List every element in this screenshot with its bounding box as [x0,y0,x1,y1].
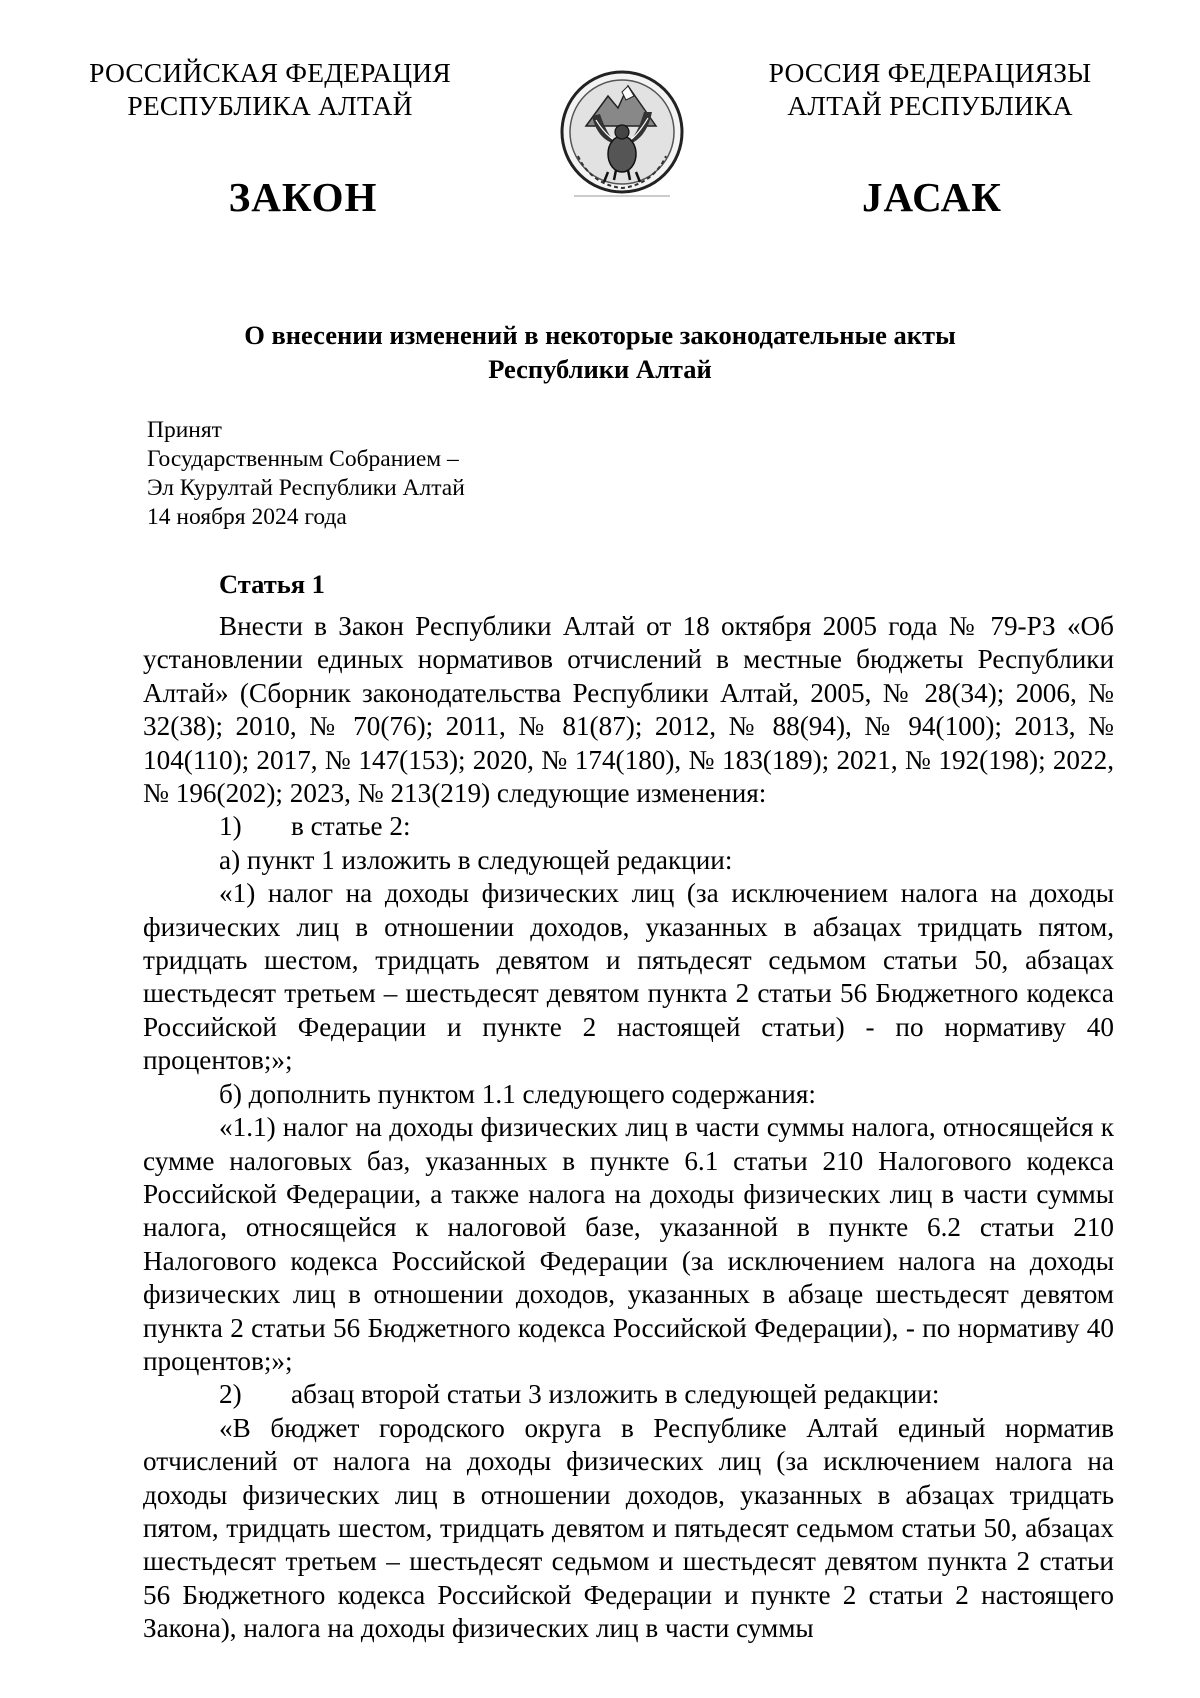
header-left-russian [60,56,480,122]
item-1b-text: «1.1) налог на доходы физических лиц в части суммы налога, относящейся к сумме налоговых баз, указанных в пункте 6.1 статьи 210 Налогового кодекса Российской Федерации, а также налога на доходы физических лиц в части суммы налога, относящейся к налоговой базе, указанной в пункте 6.2 статьи 210 Налогового кодекса Российской Федерации (за исключением налога на доходы физических лиц в отношении доходов, указанных в абзаце шестьдесят девятом пункта 2 статьи 56 Бюджетного кодекса Российской Федерации), - по нормативу 40 процентов;»; [143,1112,1114,1376]
adoption-block [147,416,465,532]
law-title-altai: JАСАК [862,174,1002,220]
document-title-line-2: Республики Алтай [488,354,712,384]
document-title [150,318,1050,386]
item-1a-heading: а) пункт 1 изложить в следующей редакции: [219,844,733,875]
header-left-line-1: РОССИЙСКАЯ ФЕДЕРАЦИЯ [89,57,451,88]
item-2-text: абзац второй статьи 3 изложить в следующей редакции: [291,1379,940,1410]
item-2-number: 2) [219,1379,242,1410]
item-1a-text: «1) налог на доходы физических лиц (за исключением налога на доходы физических лиц в отношении доходов, указанных в абзацах тридцать пятом, тридцать шестом, тридцать девятом и пятьдесят седьмом статьи 50, абзацах шестьдесят третьем – шестьдесят девятом пункта 2 статьи 56 Бюджетного кодекса Российской Федерации и пункте 2 настоящей статьи) - по нормативу 40 процентов;»; [143,878,1114,1076]
law-title-russian: ЗАКОН [228,174,378,220]
article-intro-paragraph: Внести в Закон Республики Алтай от 18 октября 2005 года № 79-РЗ «Об установлении единых нормативов отчислений в местные бюджеты Республики Алтай» (Сборник законодательства Республики Алтай, 2005, № 28(34); 2006, № 32(38); 2010, № 70(76); 2011, № 81(87); 2012, № 88(94), № 94(100); 2013, № 104(110); 2017, № 147(153); 2020, № 174(180), № 183(189); 2021, № 192(198); 2022, № 196(202); 2023, № 213(219) следующие изменения: [143,611,1114,809]
adoption-line-1: Принят [147,417,222,443]
article-heading: Статья 1 [219,569,325,599]
adoption-line-2: Государственным Собранием – [147,446,459,472]
adoption-line-3: Эл Курултай Республики Алтай [147,475,465,501]
adoption-date: 14 ноября 2024 года [147,504,347,530]
item-1b-heading: б) дополнить пунктом 1.1 следующего содержания: [219,1078,816,1109]
item-1-text: в статье 2: [291,811,411,842]
header-right-altai [720,56,1140,122]
item-2-quote: «В бюджет городского округа в Республике Алтай единый норматив отчислений от налога на доходы физических лиц (за исключением налога на доходы физических лиц в отношении доходов, указанных в абзацах тридцать пятом, тридцать шестом, тридцать девятом и пятьдесят седьмом статьи 50, абзацах шестьдесят третьем – шестьдесят седьмом и шестьдесят девятом пункта 2 статьи 56 Бюджетного кодекса Российской Федерации и пункте 2 статьи 2 настоящего Закона), налога на доходы физических лиц в части суммы [143,1412,1114,1644]
item-1 [143,810,1114,843]
item-1-number: 1) [219,811,242,842]
coat-of-arms-emblem-icon [556,56,688,208]
item-2 [143,1378,1114,1411]
article-body [143,610,1114,1646]
header-left-line-2: РЕСПУБЛИКА АЛТАЙ [127,90,413,121]
document-title-line-1: О внесении изменений в некоторые законодательные акты [244,320,956,350]
header-right-line-2: АЛТАЙ РЕСПУБЛИКА [787,90,1073,121]
header-right-line-1: РОССИЯ ФЕДЕРАЦИЯЗЫ [768,57,1092,88]
